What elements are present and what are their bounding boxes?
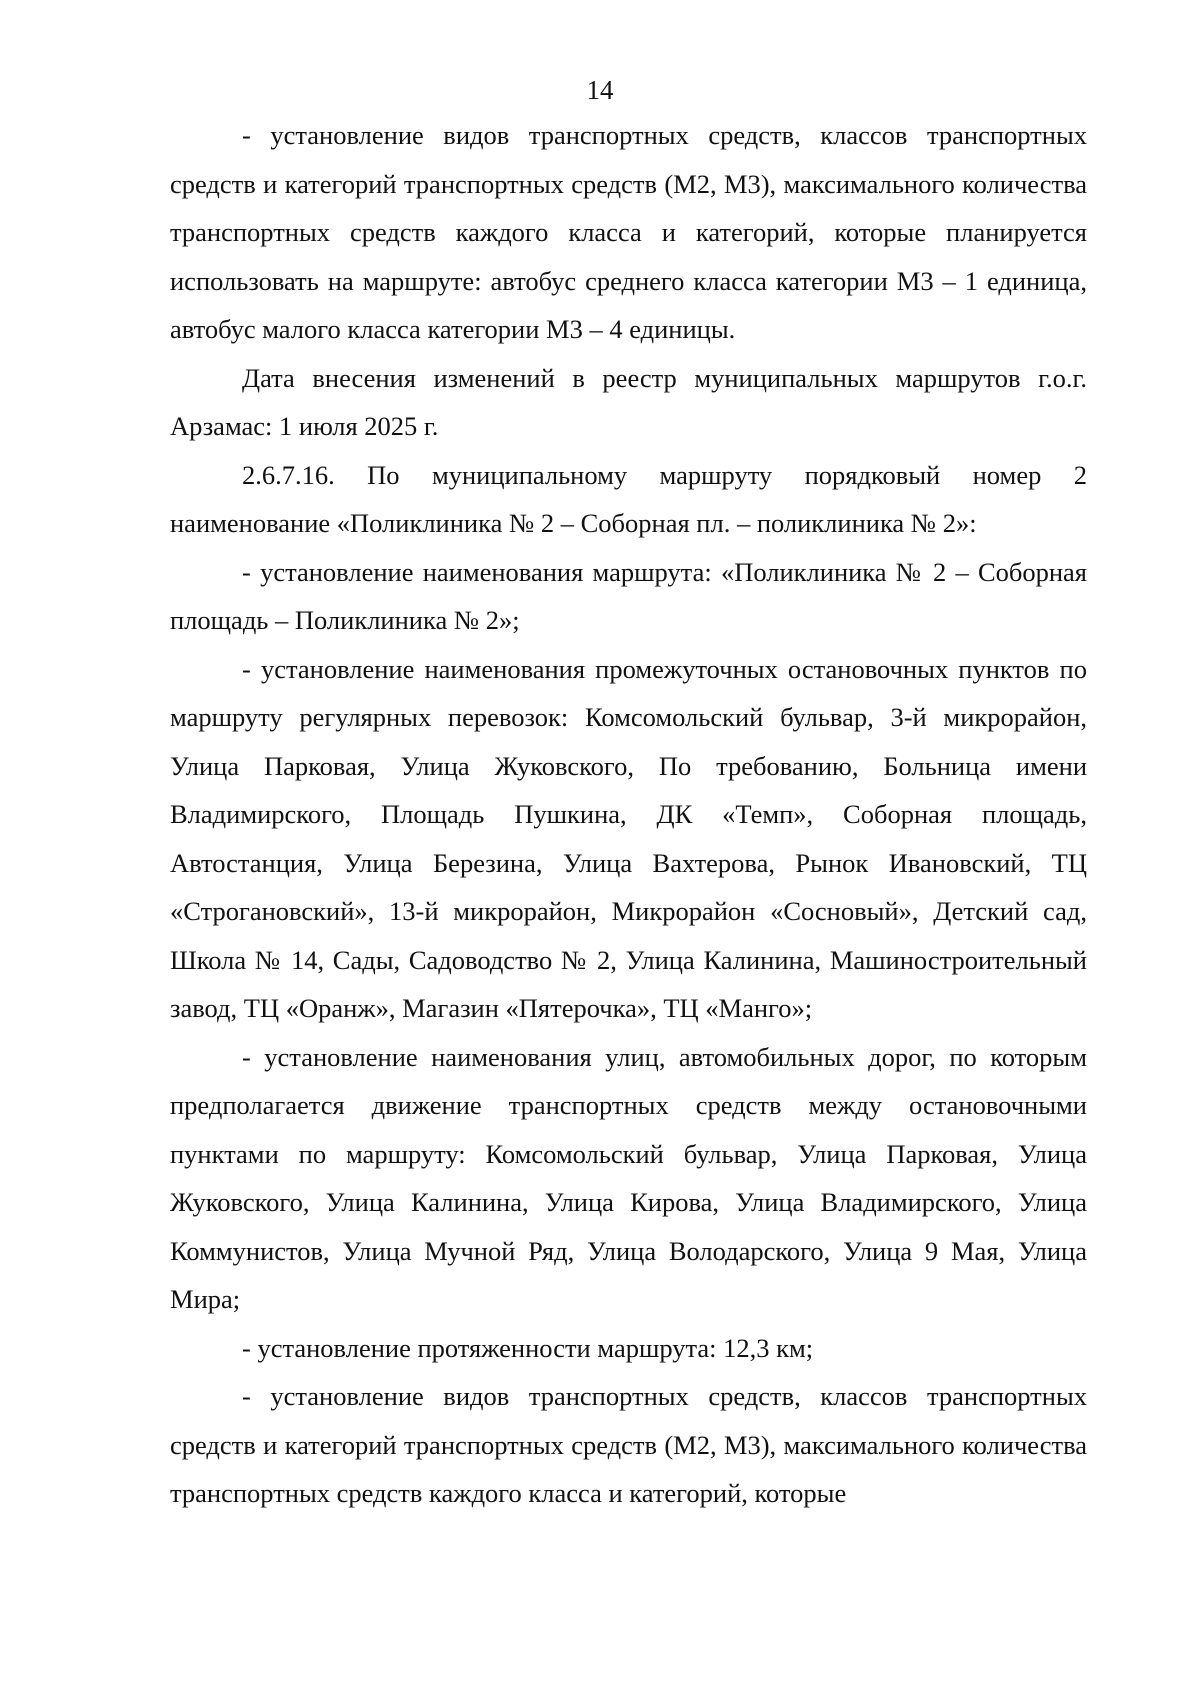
paragraph-registry-change-date: Дата внесения изменений в реестр муниципальных маршрутов г.о.г. Арзамас: 1 июля 2025 г. bbox=[170, 362, 1087, 441]
paragraph-route-length: - установление протяженности маршрута: 12,3 км; bbox=[242, 1332, 814, 1363]
paragraph-intermediate-stops: - установление наименования промежуточных остановочных пунктов по маршруту регулярных перевозок: Комсомольский бульвар, 3-й микрорайон, Улица Парковая, Улица Жуковского, По требованию, Больница имени Владимирского, Площадь Пушкина, ДК «Темп», Соборная площадь, Автостанция, Улица Березина, Улица Вахтерова, Рынок Ивановский, ТЦ «Строгановский», 13-й микрорайон, Микрорайон «Сосновый», Детский сад, Школа № 14, Сады, Садоводство № 2, Улица Калинина, Машиностроительный завод, ТЦ «Оранж», Магазин «Пятерочка», ТЦ «Манго»; bbox=[170, 653, 1087, 1023]
paragraph-vehicle-types-route-2: - установление видов транспортных средств, классов транспортных средств и категорий транспортных средств (М2, М3), максимального количества транспортных средств каждого класса и категорий, которые bbox=[170, 1381, 1087, 1508]
paragraph-route-2-heading: 2.6.7.16. По муниципальному маршруту порядковый номер 2 наименование «Поликлиника № 2 – Соборная пл. – поликлиника № 2»: bbox=[170, 459, 1087, 538]
document-body bbox=[170, 111, 1087, 1518]
paragraph-route-name: - установление наименования маршрута: «Поликлиника № 2 – Соборная площадь – Поликлиника № 2»; bbox=[170, 556, 1087, 635]
page-number: 14 bbox=[586, 75, 614, 105]
paragraph-vehicle-types-previous-route: - установление видов транспортных средств, классов транспортных средств и категорий транспортных средств (М2, М3), максимального количества транспортных средств каждого класса и категорий, которые планируется использовать на маршруте: автобус среднего класса категории М3 – 1 единица, автобус малого класса категории М3 – 4 единицы. bbox=[170, 120, 1087, 344]
paragraph-streets-list: - установление наименования улиц, автомобильных дорог, по которым предполагается движение транспортных средств между остановочными пунктами по маршруту: Комсомольский бульвар, Улица Парковая, Улица Жуковского, Улица Калинина, Улица Кирова, Улица Владимирского, Улица Коммунистов, Улица Мучной Ряд, Улица Володарского, Улица 9 Мая, Улица Мира; bbox=[170, 1041, 1087, 1314]
